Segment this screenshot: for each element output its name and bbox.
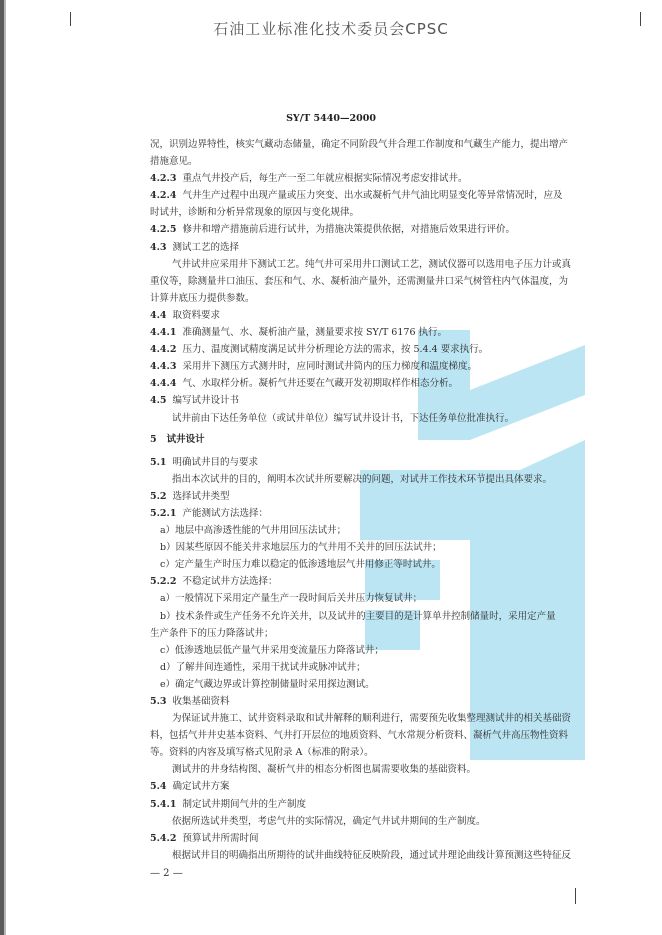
- line-text: 测试井的井身结构图、凝析气井的相态分析图也属需要收集的基础资料。: [172, 764, 477, 776]
- line-text: 根据试井目的明确指出所期待的试井曲线特征反映阶段，通过试井理论曲线计算预测这些特征反: [172, 849, 572, 861]
- clause-number: 5.1: [150, 456, 167, 468]
- standard-number: SY/T 5440—2000: [286, 113, 376, 124]
- line-text: 为保证试井施工、试井资料录取和试井解释的顺利进行，需要预先收集整理测试井的相关基础资: [172, 713, 572, 725]
- clause-line: [150, 392, 622, 409]
- line-text: 编写试井设计书: [172, 395, 240, 407]
- line-text: 明确试井目的与要求: [172, 456, 259, 468]
- line-text: 制定试井期间气井的生产制度: [182, 798, 306, 810]
- line-text: 确定试井方案: [172, 781, 230, 793]
- body-line: [150, 204, 622, 221]
- body-line: [150, 642, 622, 659]
- clause-number: 5.2.1: [150, 507, 177, 519]
- clause-line: [150, 239, 622, 256]
- clause-number: 4.2.5: [150, 224, 177, 236]
- line-text: b）因某些原因不能关井求地层压力的气井用不关井的回压法试井；: [160, 542, 442, 554]
- body-line: [150, 590, 622, 607]
- line-text: 指出本次试井的目的，阐明本次试井所要解决的问题，对试井工作技术环节提出具体要求。: [172, 473, 553, 485]
- line-text: 气井生产过程中出现产量或压力突变、出水或凝析气井气油比明显变化等异常情况时，应及: [182, 190, 563, 202]
- body-line: [150, 761, 622, 778]
- body-line: [150, 153, 622, 170]
- body-line: [150, 744, 622, 761]
- line-text: 时试井，诊断和分析异常现象的原因与变化规律。: [150, 207, 360, 219]
- clause-number: 5.4.1: [150, 798, 177, 810]
- line-text: 计算井底压力提供参数。: [150, 292, 255, 304]
- line-text: 试井设计: [166, 433, 205, 445]
- clause-line: [150, 573, 622, 590]
- clause-number: 5.4: [150, 781, 167, 793]
- line-text: 取资料要求: [172, 309, 221, 321]
- line-text: 气、水取样分析。凝析气井还要在气藏开发初期取样作相态分析。: [182, 378, 458, 390]
- clause-line: [150, 454, 622, 471]
- clause-number: 4.4.4: [150, 378, 177, 390]
- line-text: 生产条件下的压力降落试井；: [150, 627, 274, 639]
- line-text: 等。资料的内容及填写格式见附录 A（标准的附录）。: [150, 747, 374, 759]
- clause-number: 4.2.3: [150, 173, 177, 185]
- body-line: [150, 659, 622, 676]
- clause-number: 5: [150, 433, 157, 445]
- scan-edge-shadow: [4, 0, 6, 935]
- clause-line: [150, 778, 622, 795]
- line-text: 气井试井应采用井下测试工艺。纯气井可采用井口测试工艺，测试仪器可以选用电子压力计或真: [172, 258, 572, 270]
- body-line: [150, 273, 622, 290]
- clause-line: [150, 341, 622, 358]
- line-text: a）一般情况下采用定产量生产一段时间后关井压力恢复试井；: [160, 593, 423, 605]
- body-line: [150, 471, 622, 488]
- body-line: [150, 847, 622, 864]
- clause-number: 4.4: [150, 309, 167, 321]
- clause-number: 5.2.2: [150, 576, 177, 588]
- clause-line: [150, 830, 622, 847]
- clause-line: [150, 488, 622, 505]
- line-text: 料，包括气井井史基本资料、气井打开层位的地质资料、气水常规分析资料、凝析气井高压物性资料: [150, 730, 569, 742]
- line-text: 措施意见。: [150, 156, 198, 168]
- body-line: [150, 556, 622, 573]
- line-text: d）了解井间连通性，采用干扰试井或脉冲试井；: [160, 661, 366, 673]
- line-text: b）技术条件或生产任务不允许关井，以及试井的主要目的是计算单井控制储量时，采用定产量: [160, 610, 556, 622]
- body-line: [150, 290, 622, 307]
- clause-number: 4.4.2: [150, 344, 177, 356]
- body-line: [150, 625, 622, 642]
- line-text: 测试工艺的选择: [172, 241, 240, 253]
- line-text: 产能测试方法选择：: [182, 507, 268, 519]
- line-text: 重仪等，除测量井口油压、套压和气、水、凝析油产量外，还需测量井口采气树管柱内气体温度，为: [150, 275, 569, 287]
- body-line: [150, 410, 622, 427]
- clause-number: 4.4.1: [150, 327, 177, 339]
- body-line: [150, 539, 622, 556]
- body-line: [150, 522, 622, 539]
- body-line: [150, 710, 622, 727]
- line-text: 预算试井所需时间: [182, 832, 259, 844]
- clause-line: [150, 375, 622, 392]
- line-text: 采用井下测压方式测井时，应同时测试井筒内的压力梯度和温度梯度。: [182, 361, 477, 373]
- line-text: 试井前由下达任务单位（或试井单位）编写试井设计书，下达任务单位批准执行。: [172, 412, 515, 424]
- line-text: 修井和增产措施前后进行试井，为措施决策提供依据，对措施后效果进行评价。: [182, 224, 515, 236]
- line-text: e）确定气藏边界或计算控制储量时采用探边测试。: [160, 678, 375, 690]
- clause-line: [150, 796, 622, 813]
- clause-line: [150, 358, 622, 375]
- line-text: 重点气井投产后，每生产一至二年就应根据实际情况考虑安排试井。: [182, 173, 468, 185]
- clause-number: 4.5: [150, 395, 167, 407]
- clause-line: [150, 693, 622, 710]
- body-line: [150, 813, 622, 830]
- body-line: [150, 136, 622, 153]
- line-text: 准确测量气、水、凝析油产量，测量要求按 SY/T 6176 执行。: [182, 327, 448, 339]
- line-text: 压力、温度测试精度满足试井分析理论方法的需求，按 5.4.4 要求执行。: [182, 344, 489, 356]
- body-line: [150, 676, 622, 693]
- body-line: [150, 727, 622, 744]
- clause-number: 5.4.2: [150, 832, 177, 844]
- clause-number: 4.4.3: [150, 361, 177, 373]
- line-text: 不稳定试井方法选择：: [182, 576, 278, 588]
- clause-number: 5.2: [150, 490, 167, 502]
- section-heading: [150, 431, 622, 448]
- page-number: — 2 —: [150, 868, 183, 879]
- line-text: 依据所选试井类型，考虑气井的实际情况，确定气井试井期间的生产制度。: [172, 815, 486, 827]
- clause-number: 4.2.4: [150, 190, 177, 202]
- clause-line: [150, 505, 622, 522]
- clause-number: 5.3: [150, 696, 167, 707]
- line-text: 收集基础资料: [172, 696, 230, 707]
- body-line: [150, 608, 622, 625]
- line-text: 况，识别边界特性，核实气藏动态储量，确定不同阶段气井合理工作制度和气藏生产能力，提出增产: [150, 139, 569, 150]
- clause-line: [150, 187, 622, 204]
- line-text: c）定产量生产时压力难以稳定的低渗透地层气井用修正等时试井。: [160, 559, 441, 571]
- document-body: [150, 136, 622, 864]
- body-line: [150, 256, 622, 273]
- line-text: c）低渗透地层低产量气井采用变流量压力降落试井；: [160, 644, 384, 656]
- line-text: 选择试井类型: [172, 490, 230, 502]
- crop-mark: [575, 888, 576, 904]
- clause-line: [150, 307, 622, 324]
- clause-line: [150, 324, 622, 341]
- watermark-header: 石油工业标准化技术委员会CPSC: [213, 20, 449, 38]
- clause-number: 4.3: [150, 241, 167, 253]
- line-text: a）地层中高渗透性能的气井用回压法试井；: [160, 525, 347, 537]
- clause-line: [150, 221, 622, 238]
- clause-line: [150, 170, 622, 187]
